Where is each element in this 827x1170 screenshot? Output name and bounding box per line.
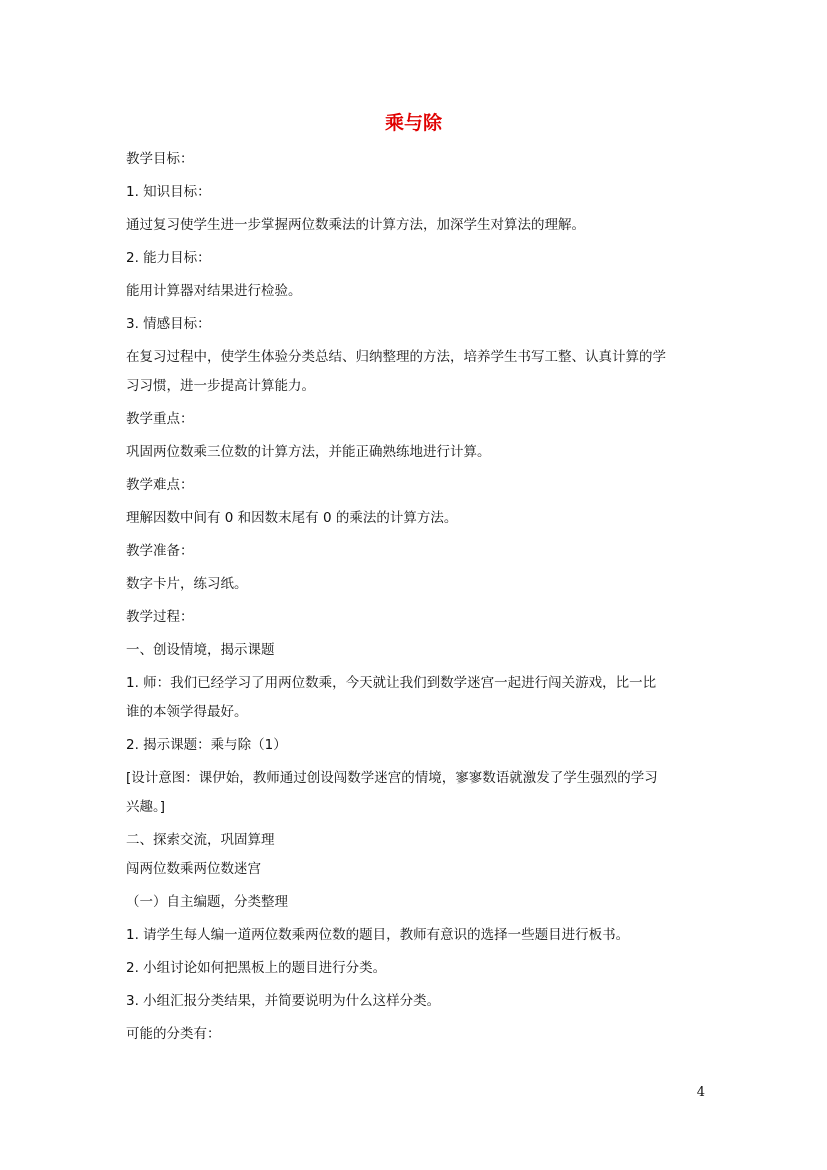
text-line: （一）自主编题，分类整理	[126, 894, 288, 910]
text-line: [设计意图：课伊始，教师通过创设闯数学迷宫的情境，寥寥数语就激发了学生强烈的学习	[126, 770, 658, 786]
text-line: 3. 情感目标：	[126, 316, 211, 332]
document-title: 乘与除	[384, 112, 442, 134]
text-line: 通过复习使学生进一步掌握两位数乘法的计算方法，加深学生对算法的理解。	[126, 217, 585, 233]
text-line: 教学目标：	[126, 151, 194, 167]
text-line: 数字卡片，练习纸。	[126, 576, 248, 592]
page-number: 4	[696, 1085, 705, 1100]
text-line: 3. 小组汇报分类结果，并简要说明为什么这样分类。	[126, 993, 441, 1009]
text-line: 一、创设情境，揭示课题	[126, 642, 275, 658]
text-line: 2. 揭示课题：乘与除（1）	[126, 737, 287, 753]
text-line: 1. 师：我们已经学习了用两位数乘，今天就让我们到数学迷宫一起进行闯关游戏，比一比	[126, 675, 657, 691]
text-line: 谁的本领学得最好。	[126, 704, 248, 720]
text-line: 教学准备：	[126, 543, 194, 559]
text-line: 1. 请学生每人编一道两位数乘两位数的题目，教师有意识的选择一些题目进行板书。	[126, 927, 630, 943]
text-line: 二、探索交流，巩固算理	[126, 832, 275, 848]
text-line: 能用计算器对结果进行检验。	[126, 283, 302, 299]
text-line: 巩固两位数乘三位数的计算方法，并能正确熟练地进行计算。	[126, 444, 491, 460]
text-line: 教学过程：	[126, 609, 194, 625]
document-body	[126, 148, 706, 1045]
text-line: 教学重点：	[126, 411, 194, 427]
text-line: 1. 知识目标：	[126, 184, 211, 200]
text-line: 可能的分类有：	[126, 1026, 221, 1042]
text-line: 教学难点：	[126, 477, 194, 493]
text-line: 在复习过程中，使学生体验分类总结、归纳整理的方法，培养学生书写工整、认真计算的学	[126, 349, 666, 365]
text-line: 兴趣。]	[126, 799, 166, 815]
text-line: 2. 能力目标：	[126, 250, 211, 266]
text-line: 2. 小组讨论如何把黑板上的题目进行分类。	[126, 960, 387, 976]
text-line: 理解因数中间有 0 和因数末尾有 0 的乘法的计算方法。	[126, 510, 458, 526]
text-line: 闯两位数乘两位数迷宫	[126, 861, 261, 877]
text-line: 习习惯，进一步提高计算能力。	[126, 378, 315, 394]
